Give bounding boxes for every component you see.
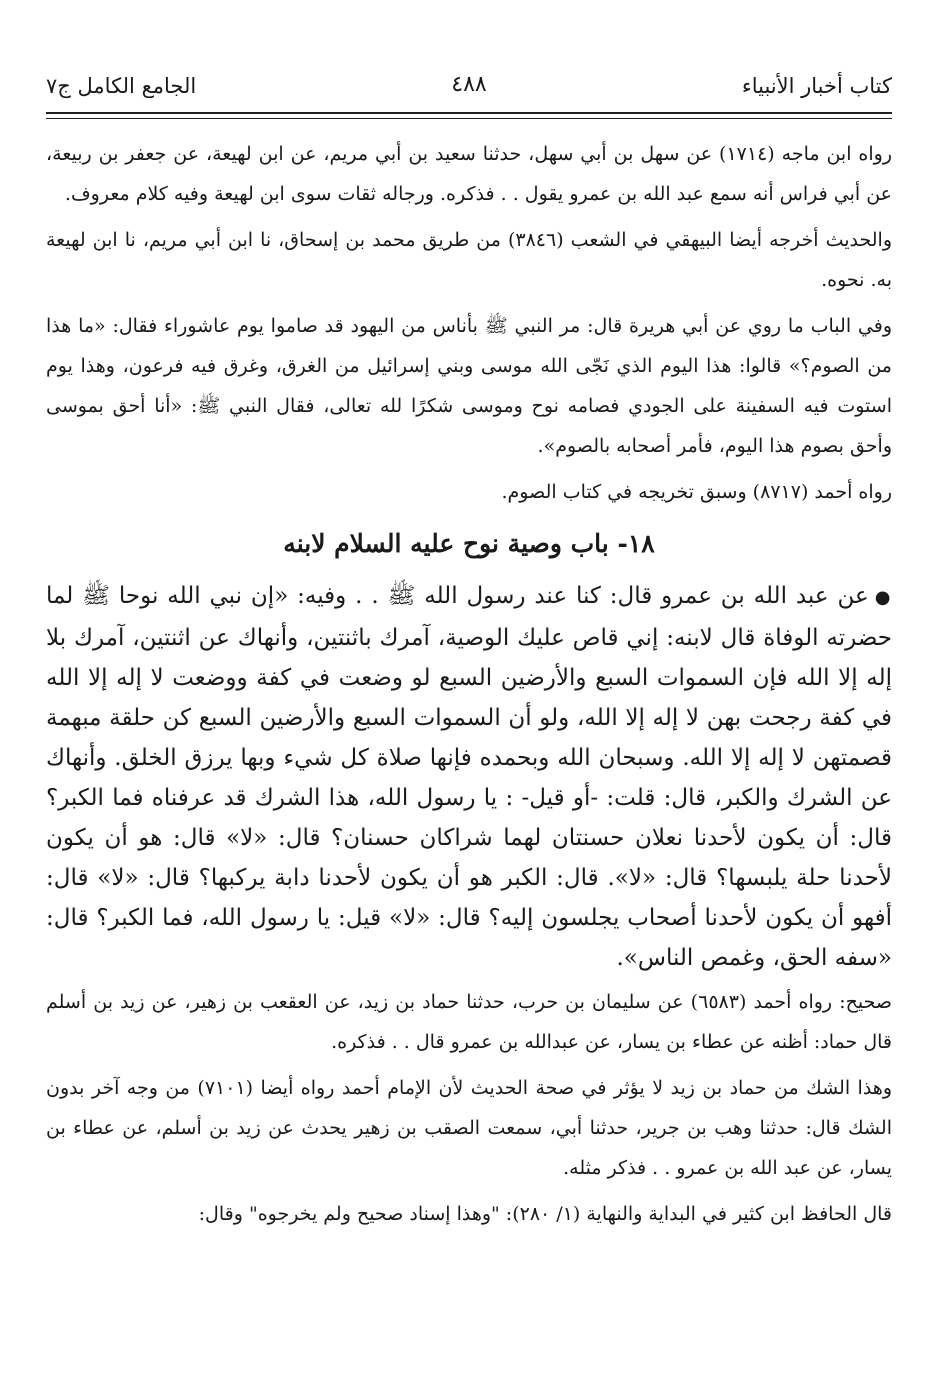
footnote-paragraph-6: وهذا الشك من حماد بن زيد لا يؤثر في صحة الحديث لأن الإمام أحمد رواه أيضا (٧١٠١) من وجه آخر بدون الشك قال: حدثنا وهب بن جرير، حدثنا أبي، سمعت الصقب بن زهير يحدث عن زيد بن أسلم، عن عطاء بن يسار، عن عبد الله بن عمرو . . فذكر مثله.: [46, 1077, 892, 1179]
chapter-heading: ١٨- باب وصية نوح عليه السلام لابنه: [283, 529, 655, 558]
bullet-icon: ●: [874, 587, 892, 608]
page-number: ٤٨٨: [451, 72, 487, 97]
footnote-paragraph-3: وفي الباب ما روي عن أبي هريرة قال: مر النبي ﷺ بأناس من اليهود قد صاموا يوم عاشوراء فقال: «ما هذا من الصوم؟» قالوا: هذا اليوم الذي نَجّى الله موسى وبني إسرائيل من الغرق، وغرق فيه فرعون، وهذا يوم استوت فيه السفينة على الجودي فصامه نوح وموسى شكرًا لله تعالى، فقال النبي ﷺ: «أنا أحق بموسى وأحق بصوم هذا اليوم، فأمر أصحابه بالصوم».: [46, 315, 892, 457]
book-title: كتاب أخبار الأنبياء: [741, 74, 892, 98]
footnote-paragraph-4: رواه أحمد (٨٧١٧) وسبق تخريجه في كتاب الصوم.: [501, 481, 892, 503]
hadith-main-text: [46, 576, 892, 978]
header-rule-thin: [46, 118, 892, 119]
header-rule-thick: [46, 112, 892, 114]
footnote-paragraph-2: والحديث أخرجه أيضا البيهقي في الشعب (٣٨٤٦) من طريق محمد بن إسحاق، نا ابن أبي مريم، نا ابن لهيعة به. نحوه.: [46, 229, 892, 291]
page-content: [46, 134, 892, 1240]
hadith-text: عن عبد الله بن عمرو قال: كنا عند رسول الله ﷺ . . وفيه: «إن نبي الله نوحا ﷺ لما حضرته الوفاة قال لابنه: إني قاص عليك الوصية، آمرك باثنتين، وأنهاك عن اثنتين، آمرك بلا إله إلا الله فإن السموات السبع والأرضين السبع لو وضعت في كفة ووضعت لا إله إلا الله في كفة رجحت بهن لا إله إلا الله، ولو أن السموات السبع والأرضين السبع كن حلقة مبهمة قصمتهن لا إله إلا الله. وسبحان الله وبحمده فإنها صلاة كل شيء وبها يرزق الخلق. وأنهاك عن الشرك والكبر، قال: قلت: -أو قيل- : يا رسول الله، هذا الشرك قد عرفناه فما الكبر؟ قال: أن يكون لأحدنا نعلان حسنتان لهما شراكان حسنان؟ قال: «لا» قال: هو أن يكون لأحدنا حلة يلبسها؟ قال: «لا». قال: الكبر هو أن يكون لأحدنا دابة يركبها؟ قال: «لا» قال: أفهو أن يكون لأحدنا أصحاب يجلسون إليه؟ قال: «لا» قيل: يا رسول الله، فما الكبر؟ قال: «سفه الحق، وغمص الناس».: [46, 583, 893, 971]
footnote-paragraph-5: صحيح: رواه أحمد (٦٥٨٣) عن سليمان بن حرب، حدثنا حماد بن زيد، عن العقعب بن زهير، عن زيد بن أسلم قال حماد: أظنه عن عطاء بن يسار، عن عبدالله بن عمرو قال . . فذكره.: [46, 991, 892, 1053]
footnote-paragraph-7: قال الحافظ ابن كثير في البداية والنهاية (١/ ٢٨٠): "وهذا إسناد صحيح ولم يخرجوه" وقال:: [198, 1203, 892, 1225]
page-header: [46, 66, 892, 106]
footnote-paragraph-1: رواه ابن ماجه (١٧١٤) عن سهل بن أبي سهل، حدثنا سعيد بن أبي مريم، عن ابن لهيعة، عن جعفر بن ربيعة، عن أبي فراس أنه سمع عبد الله بن عمرو يقول . . فذكره. ورجاله ثقات سوى ابن لهيعة وفيه كلام معروف.: [46, 143, 893, 205]
volume-title: الجامع الكامل ج٧: [46, 74, 197, 98]
